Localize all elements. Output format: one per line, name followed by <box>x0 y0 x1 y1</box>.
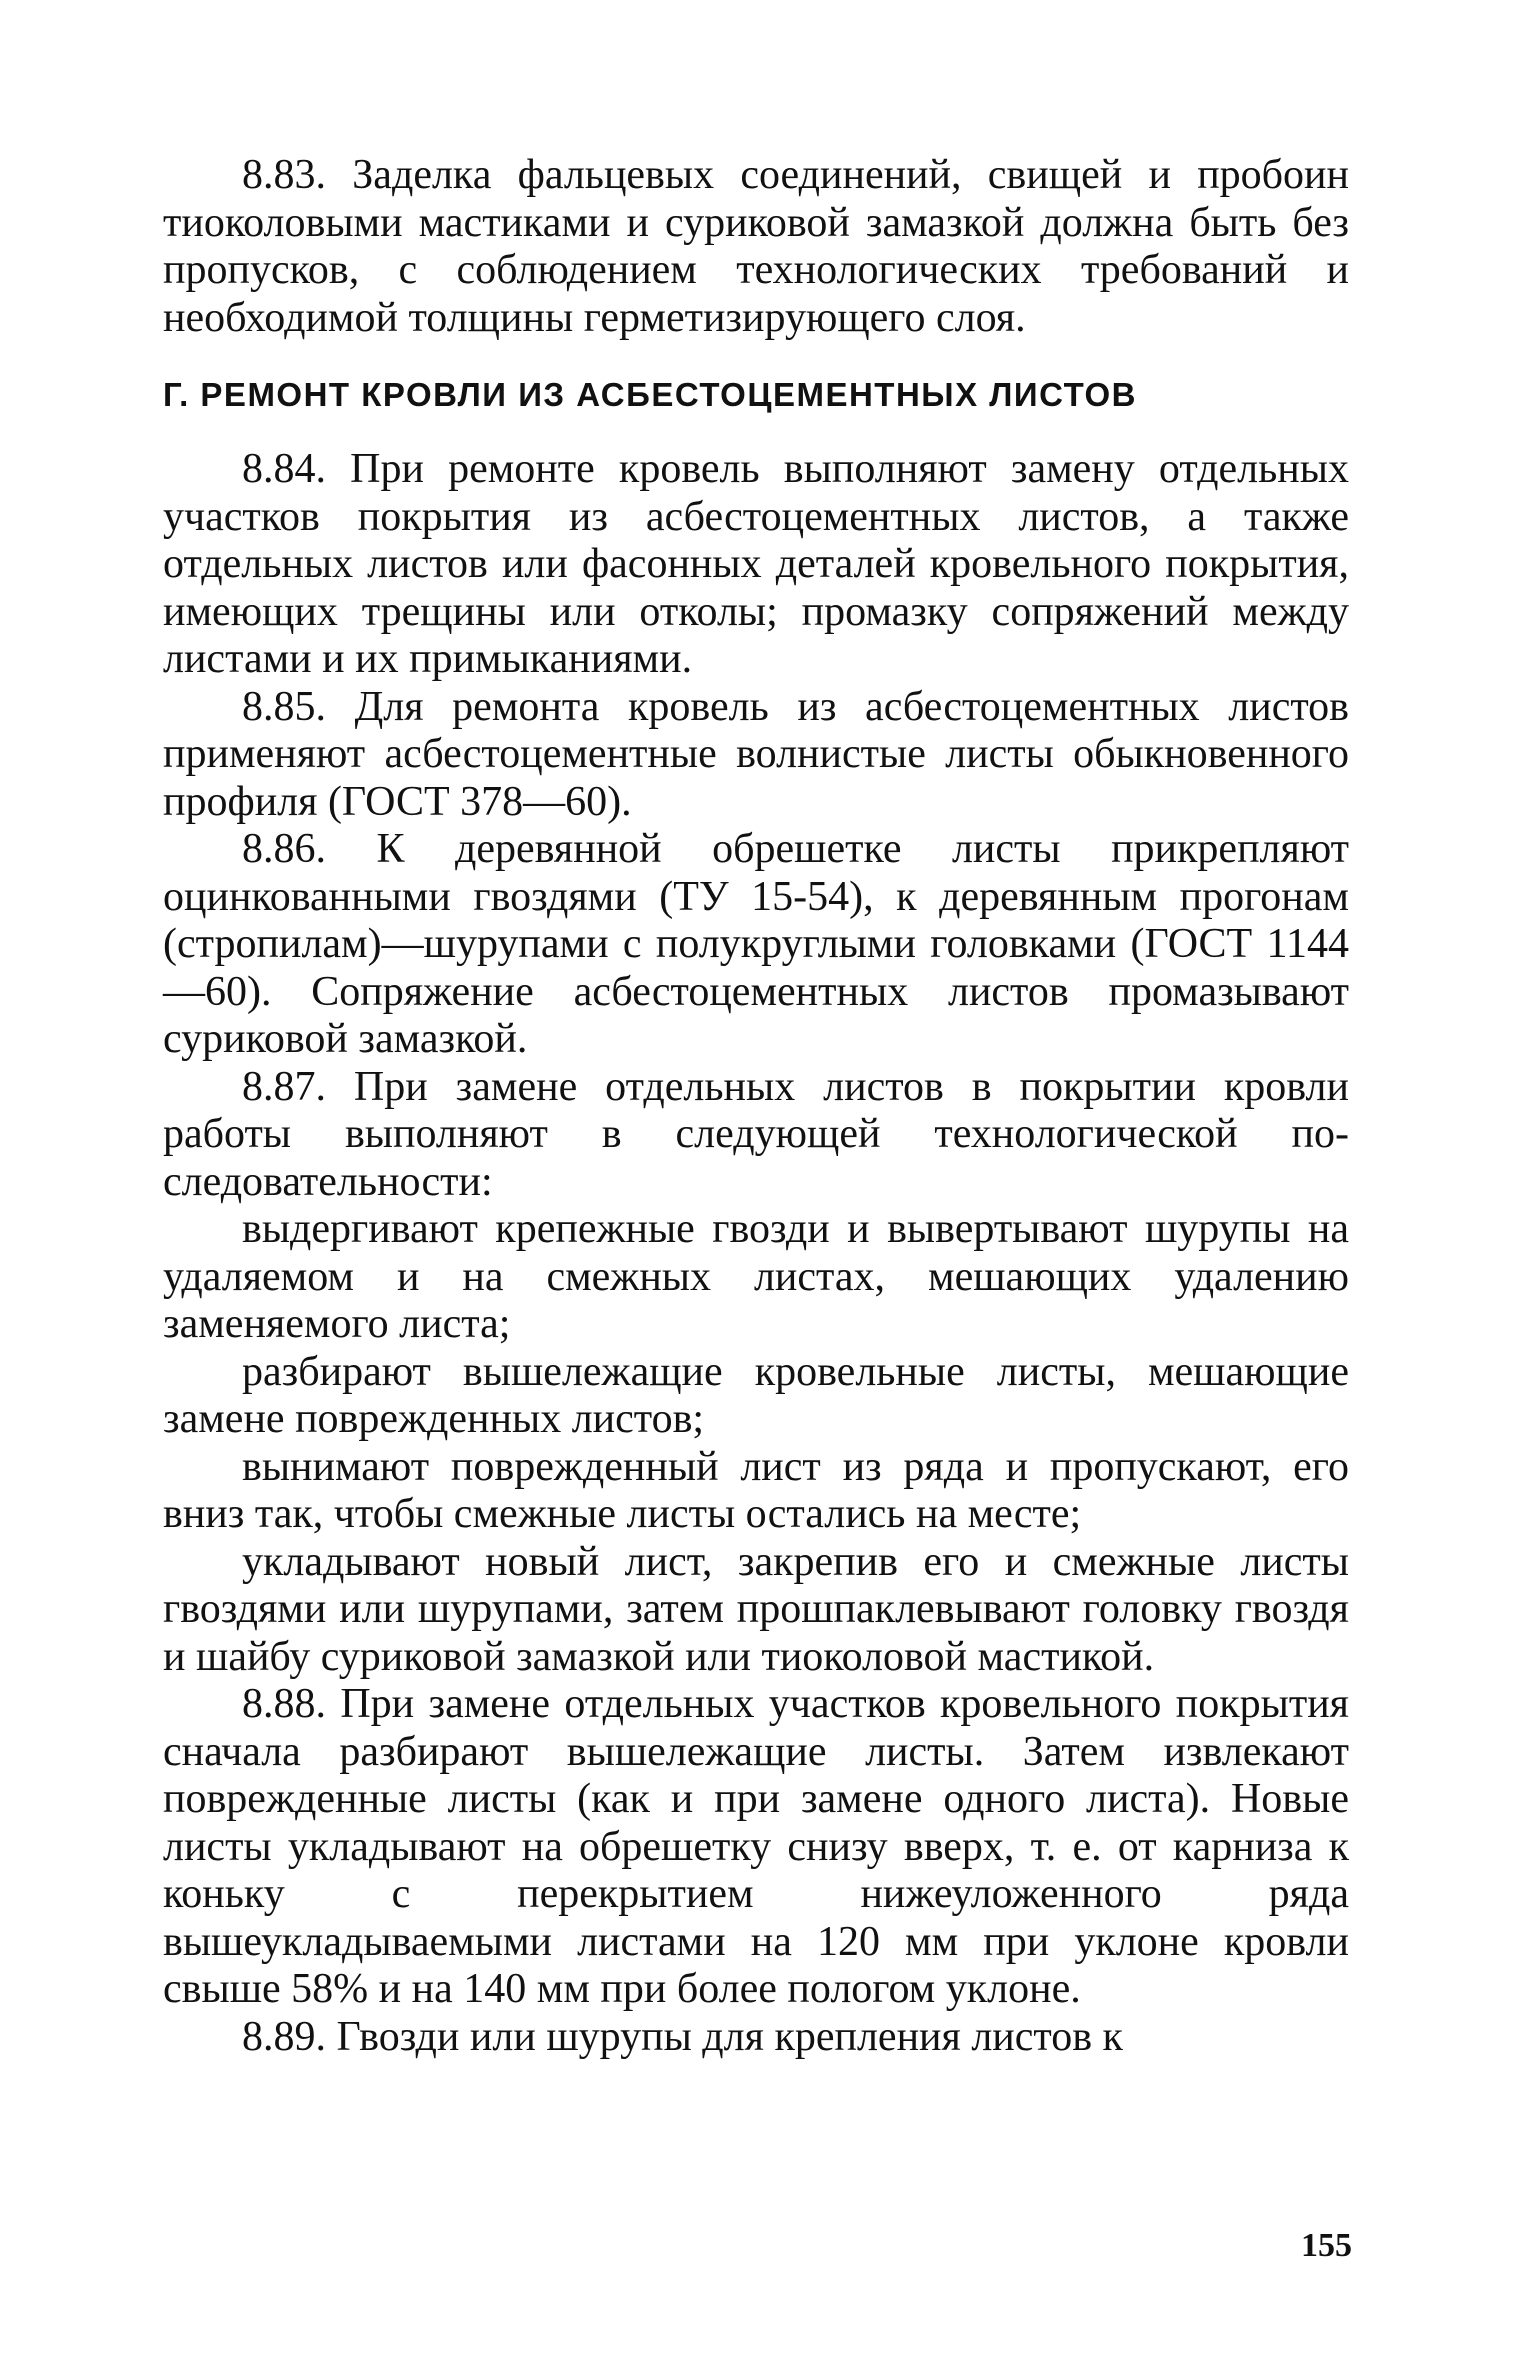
paragraph-8-89: 8.89. Гвозди или шурупы для крепления листов к <box>242 2013 1123 2060</box>
paragraph-8-86: 8.86. К деревянной обрешетке листы прикрепляют оцинкованными гвоздями (ТУ 15-54), к деревянным прогонам (стропилам)—шурупами с полукруглыми головками (ГОСТ 1144—60). Сопряжение асбестоцементных листов промазывают суриковой замазкой. <box>163 826 1349 1062</box>
paragraph-8-83: 8.83. Заделка фальцевых соединений, свищей и пробоин тиоколовыми мастиками и суриковой замазкой должна быть без пропусков, с соблюдением технологических требований и необходимой толщины герметизирующего слоя. <box>163 152 1349 341</box>
page-number: 155 <box>1301 2227 1352 2264</box>
paragraph-8-88: 8.88. При замене отдельных участков кровельного покрытия сначала разбирают вышележащие листы. Затем извлекают поврежденные листы (как и при замене одного листа). Новые листы укладывают на обрешетку снизу вверх, т. е. от карниза к коньку с перекрытием нижеуложенного ряда вышеукладываемыми листами на 120 мм при уклоне кровли свыше 58% и на 140 мм при более пологом уклоне. <box>163 1681 1349 2012</box>
step-item: выдергивают крепежные гвозди и вывертывают шурупы на удаляемом и на смежных листах, мешающих удалению заменяемого листа; <box>163 1206 1349 1347</box>
step-item: разбирают вышележащие кровельные листы, мешающие замене поврежденных листов; <box>163 1348 1349 1442</box>
section-heading: Г. РЕМОНТ КРОВЛИ ИЗ АСБЕСТОЦЕМЕНТНЫХ ЛИСТОВ <box>163 376 1137 413</box>
paragraph-8-84: 8.84. При ремонте кровель выполняют замену отдельных участков покрытия из асбестоцементных листов, а также отдельных листов или фасонных деталей кровельного покрытия, имеющих трещины или отколы; промазку сопряжений между листами и их примыканиями. <box>163 446 1349 682</box>
step-item: вынимают поврежденный лист из ряда и пропускают, его вниз так, чтобы смежные листы остались на месте; <box>163 1443 1349 1537</box>
paragraph-8-87: 8.87. При замене отдельных листов в покрытии кровли работы выполняют в следующей технологической последовательности: <box>163 1063 1349 1205</box>
page-text <box>163 152 1349 2061</box>
paragraph-8-85: 8.85. Для ремонта кровель из асбестоцементных листов применяют асбестоцементные волнистые листы обыкновенного профиля (ГОСТ 378—60). <box>163 683 1349 825</box>
step-item: укладывают новый лист, закрепив его и смежные листы гвоздями или шурупами, затем прошпаклевывают головку гвоздя и шайбу суриковой замазкой или тиоколовой мастикой. <box>163 1538 1349 1680</box>
